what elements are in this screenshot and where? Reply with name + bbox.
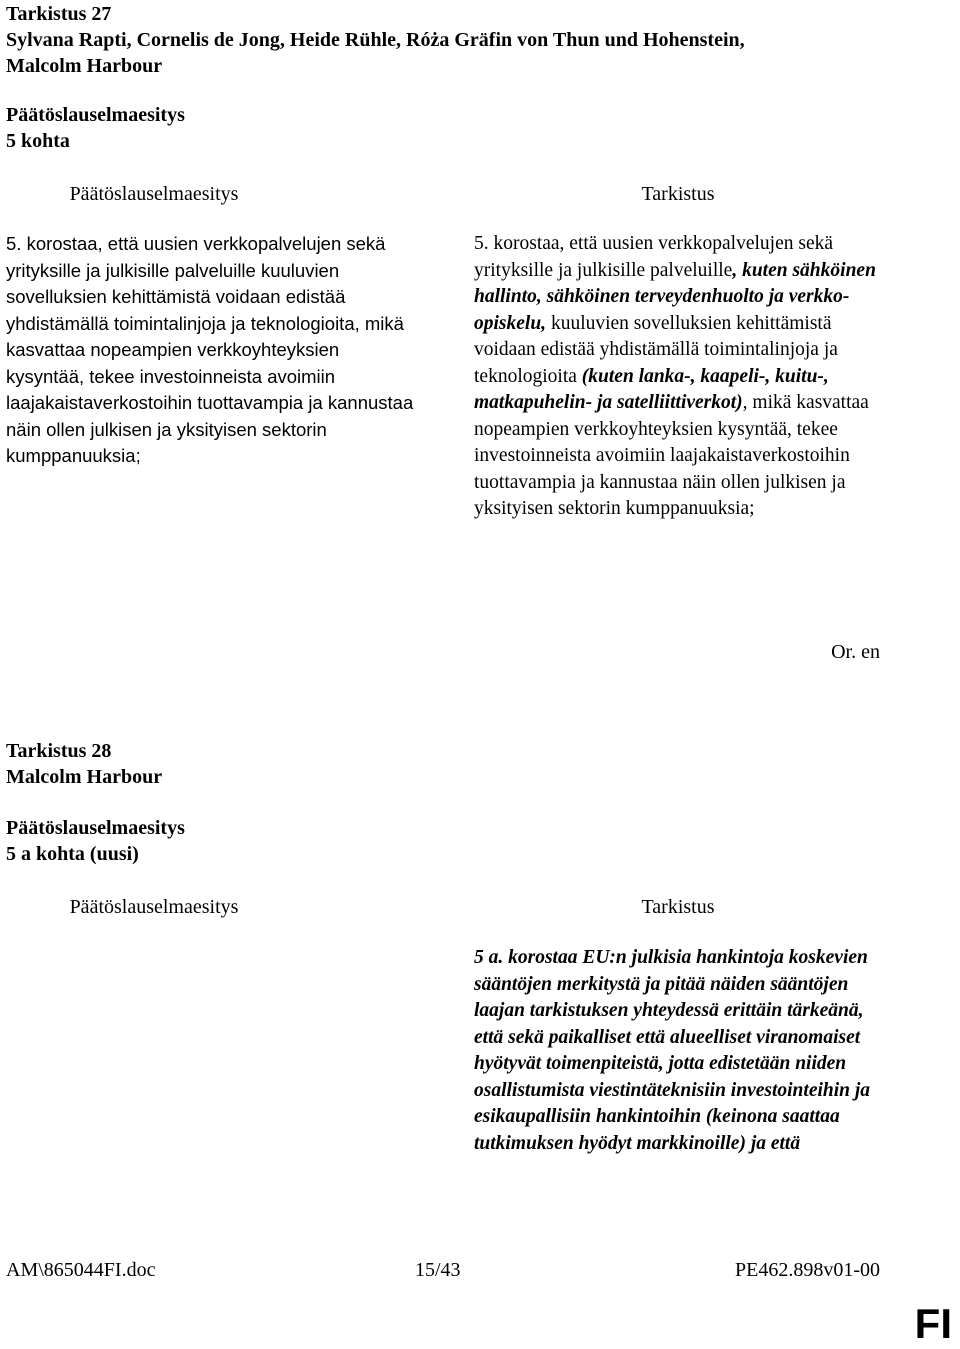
amendment-28-right-heading: Tarkistus [641, 896, 715, 918]
amendment-28-left-heading: Päätöslauselmaesitys [69, 896, 239, 918]
amendment-28-doc-type: Päätöslauselmaesitys [6, 817, 185, 839]
amendment-28-title: Tarkistus 28 [6, 740, 112, 762]
amendment-27-doc-type: Päätöslauselmaesitys [6, 104, 185, 126]
amendment-28-author: Malcolm Harbour [6, 766, 163, 788]
amended-text-segment: , mikä kasvattaa nopeampien verkkoyhteyksien kysyntää, tekee investoinneista avoimiin laajakaistaverkostoihin tuottavampia ja kannustaa näin ollen julkisen ja yksityisen sektorin kumppanuuksia; [474, 392, 869, 519]
amendment-27-right-heading: Tarkistus [641, 183, 715, 205]
amendment-27-amended-text [474, 231, 894, 523]
amendment-27-authors-line2: Malcolm Harbour [6, 55, 163, 77]
amendment-27-original-text: 5. korostaa, että uusien verkkopalvelujen sekä yrityksille ja julkisille palveluille kuuluvien sovelluksien kehittämistä voidaan edistää yhdistämällä toimintalinjoja ja teknologioita, mikä kasvattaa nopeampien verkkoyhteyksien kysyntää, tekee investoinneista avoimiin laajakaistaverkostoihin tuottavampia ja kannustaa näin ollen julkisen ja yksityisen sektorin kumppanuuksia; [6, 233, 414, 466]
amended-text-segment: kuuluvien sovelluksien kehittämistä voidaan edistää yhdistämällä toimintalinjoja ja teknologioita [474, 312, 838, 387]
amended-text-insertion: (kuten lanka-, kaapeli-, kuitu-, matkapuhelin- ja satelliittiverkot) [474, 365, 829, 413]
footer-pe-ref: PE462.898v01-00 [735, 1259, 880, 1281]
footer-page-number: 15/43 [415, 1259, 461, 1281]
amendment-27-authors-line1: Sylvana Rapti, Cornelis de Jong, Heide Rühle, Róża Gräfin von Thun und Hohenstein, [6, 29, 745, 51]
amendment-27-title: Tarkistus 27 [6, 3, 112, 25]
amendment-28-paragraph: 5 a kohta (uusi) [6, 843, 139, 865]
amended-text-segment: 5. korostaa, että uusien verkkopalvelujen sekä yrityksille ja julkisille palveluille [474, 233, 834, 281]
amendment-28-amended-text: 5 a. korostaa EU:n julkisia hankintoja koskevien sääntöjen merkitystä ja pitää näiden sääntöjen laajan tarkistuksen yhteydessä erittäin tärkeänä, että sekä paikalliset että alueelliset viranomaiset hyötyvät toimenpiteistä, jotta edistetään niiden osallistumista viestintäteknisiin investointeihin ja esikaupallisiin hankintoihin (keinona saattaa tutkimuksen hyödyt markkinoille) ja että [474, 947, 871, 1154]
footer-doc-ref: AM\865044FI.doc [6, 1259, 156, 1281]
original-language: Or. en [831, 641, 880, 663]
amended-text-insertion: , kuten sähköinen hallinto, sähköinen terveydenhuolto ja verkko-opiskelu, [474, 259, 876, 334]
amendment-27-paragraph: 5 kohta [6, 130, 70, 152]
amendment-27-left-heading: Päätöslauselmaesitys [69, 183, 239, 205]
footer-language-code: FI [914, 1300, 952, 1347]
